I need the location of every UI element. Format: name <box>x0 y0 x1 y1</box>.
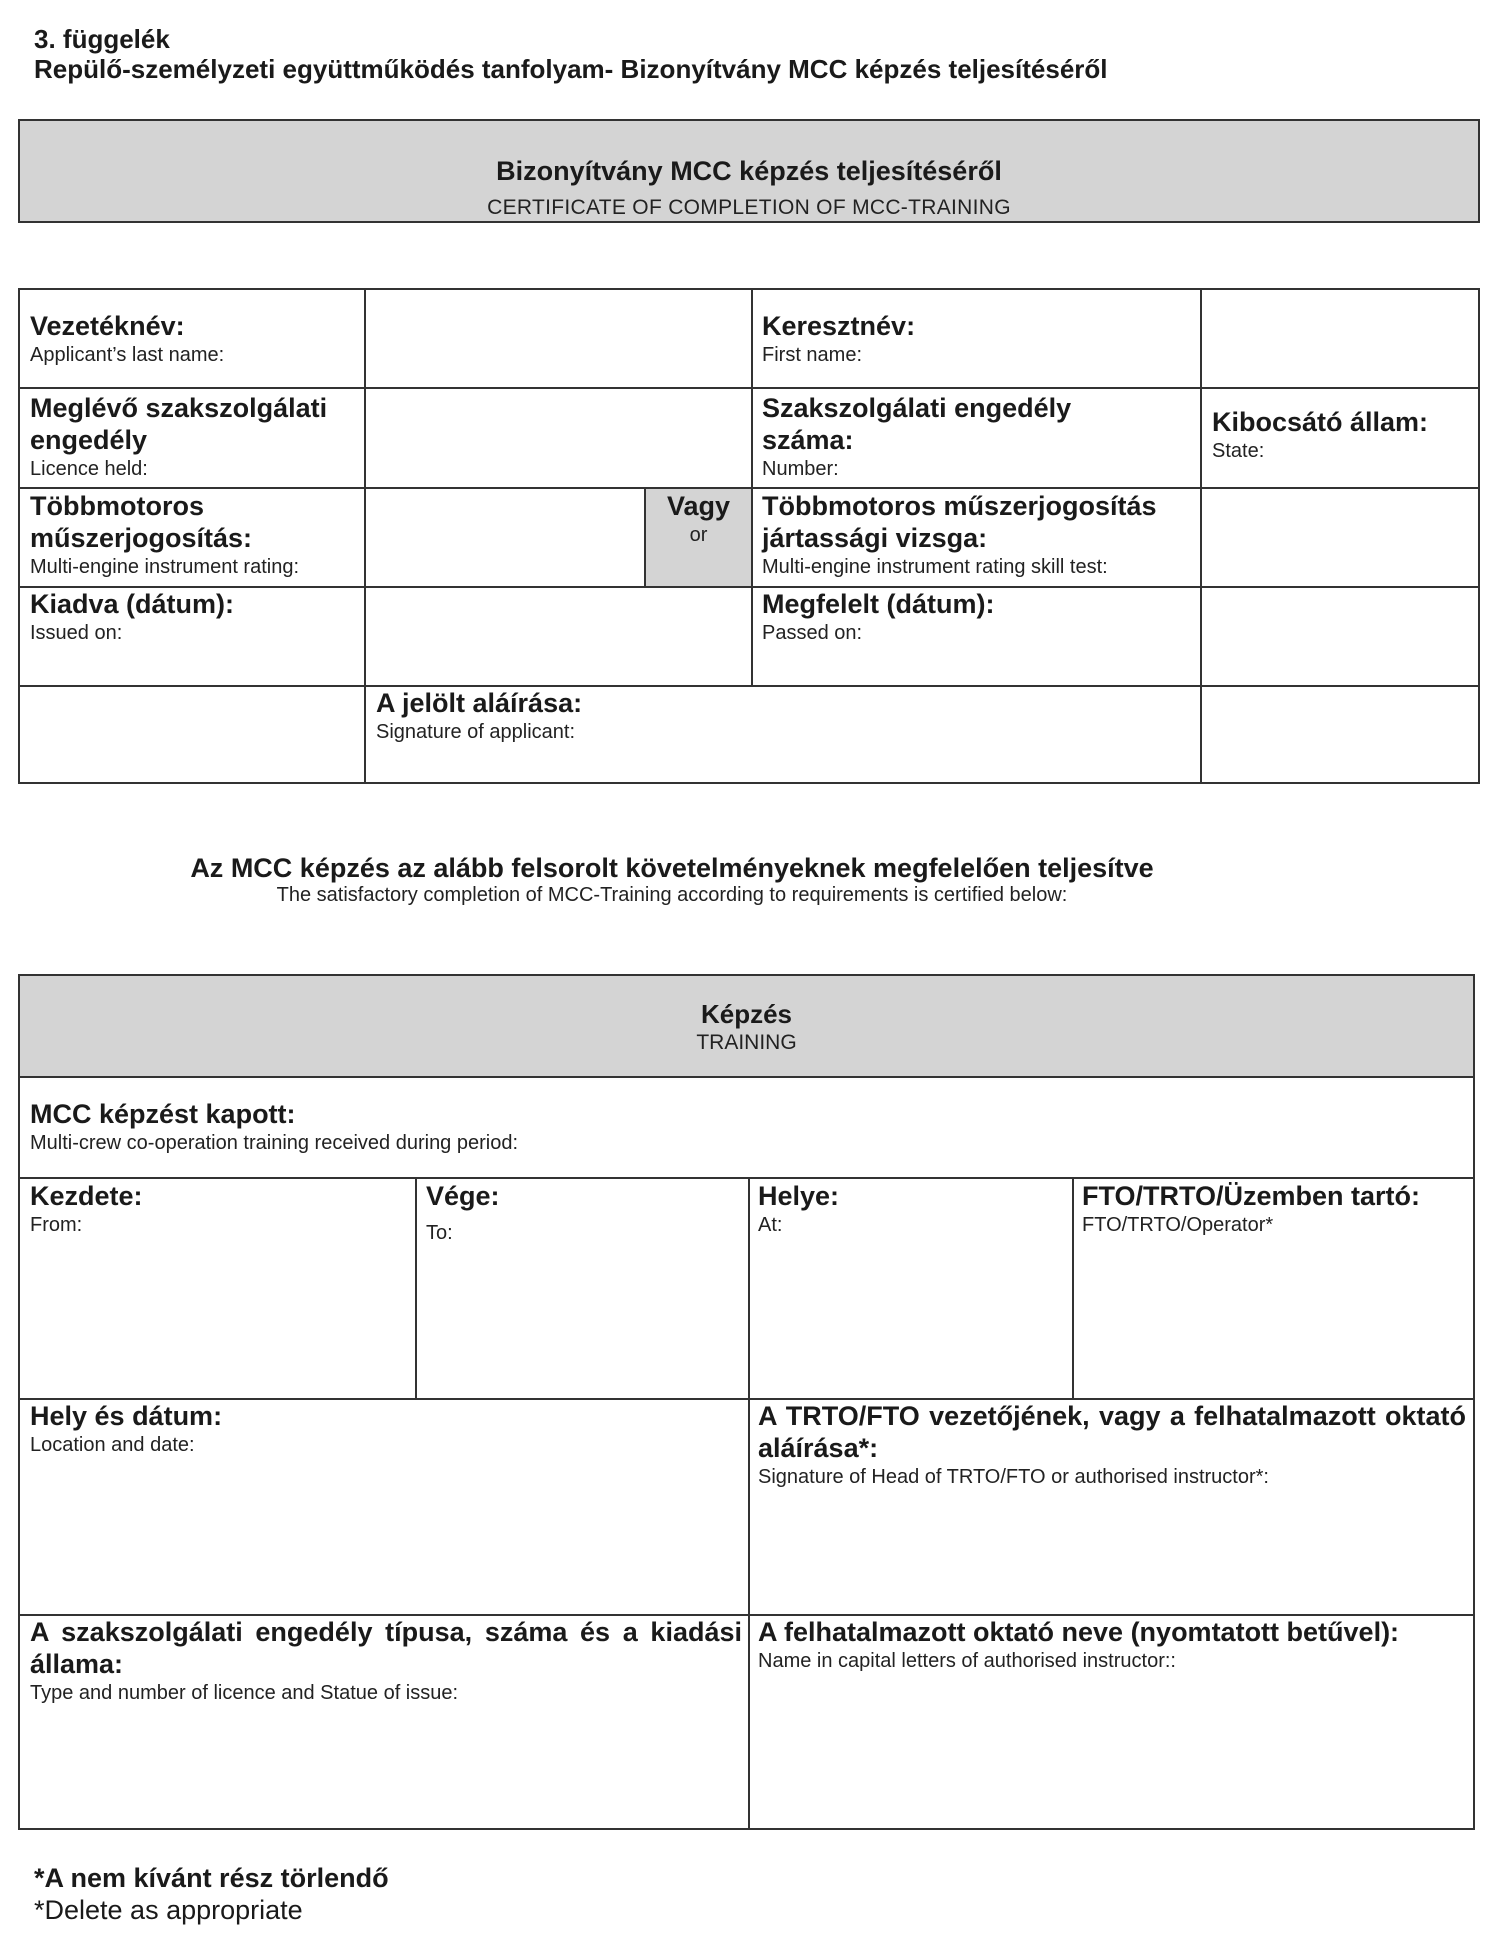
signature-label: A jelölt aláírása: Signature of applicant: <box>376 688 583 743</box>
training-banner: Képzés TRAINING <box>20 976 1473 1076</box>
operator-cell[interactable]: FTO/TRTO/Üzemben tartó: FTO/TRTO/Operator* <box>1082 1181 1421 1236</box>
signature-field[interactable] <box>376 745 1196 783</box>
passed-on-field[interactable] <box>1214 588 1474 683</box>
first-name-label: Keresztnév: First name: <box>762 311 916 366</box>
licence-held-label: Meglévő szakszolgálati engedély Licence held: <box>30 393 328 480</box>
certificate-title-en: CERTIFICATE OF COMPLETION OF MCC-TRAINING <box>487 196 1011 219</box>
footnote: *A nem kívánt rész törlendő *Delete as appropriate <box>34 1863 389 1925</box>
me-ir-field[interactable] <box>376 489 642 584</box>
first-name-field[interactable] <box>1214 292 1474 385</box>
location-date-cell[interactable]: Hely és dátum: Location and date: <box>30 1401 223 1456</box>
last-name-field[interactable] <box>376 292 746 385</box>
applicant-table <box>18 288 1480 784</box>
training-received-label: MCC képzést kapott: Multi-crew co-operation training received during period: <box>30 1099 519 1154</box>
statement: Az MCC képzés az alább felsorolt követelményeknek megfelelően teljesítve The satisfactory completion of MCC-Training according to requirements is certified below: <box>190 853 1154 906</box>
issued-on-field[interactable] <box>376 588 746 683</box>
me-ir-label: Többmotoros műszerjogosítás: Multi-engine instrument rating: <box>30 491 300 578</box>
certificate-title-hu: Bizonyítvány MCC képzés teljesítéséről <box>496 156 1002 186</box>
or-label: Vagy or <box>666 491 731 546</box>
page-title: Repülő-személyzeti együttműködés tanfolyam- Bizonyítvány MCC képzés teljesítéséről <box>34 54 1108 84</box>
to-cell[interactable]: Vége: To: <box>426 1181 500 1244</box>
state-label: Kibocsátó állam: State: <box>1212 407 1429 462</box>
licence-number-label: Szakszolgálati engedély száma: Number: <box>762 393 1072 480</box>
certificate-banner <box>18 119 1480 223</box>
head-signature-cell[interactable]: A TRTO/FTO vezetőjének, vagy a felhatalmazott oktató aláírása*: Signature of Head of TRTO/FTO or authorised instructor*: <box>758 1401 1466 1488</box>
issued-on-label: Kiadva (dátum): Issued on: <box>30 589 235 644</box>
last-name-label: Vezetéknév: Applicant’s last name: <box>30 311 225 366</box>
at-cell[interactable]: Helye: At: <box>758 1181 840 1236</box>
training-table <box>18 974 1475 1830</box>
licence-type-cell[interactable]: A szakszolgálati engedély típusa, száma és a kiadási állama: Type and number of licence and Statue of issue: <box>30 1617 742 1704</box>
passed-on-label: Megfelelt (dátum): Passed on: <box>762 589 995 644</box>
me-ir-test-field[interactable] <box>1214 489 1474 584</box>
appendix-number: 3. függelék <box>34 24 170 54</box>
me-ir-test-label: Többmotoros műszerjogosítás jártassági vizsga: Multi-engine instrument rating skill test: <box>762 491 1157 578</box>
from-cell[interactable]: Kezdete: From: <box>30 1181 143 1236</box>
instructor-name-cell[interactable]: A felhatalmazott oktató neve (nyomtatott betűvel): Name in capital letters of authorised instructor:: <box>758 1617 1400 1672</box>
licence-held-field[interactable] <box>376 390 746 485</box>
